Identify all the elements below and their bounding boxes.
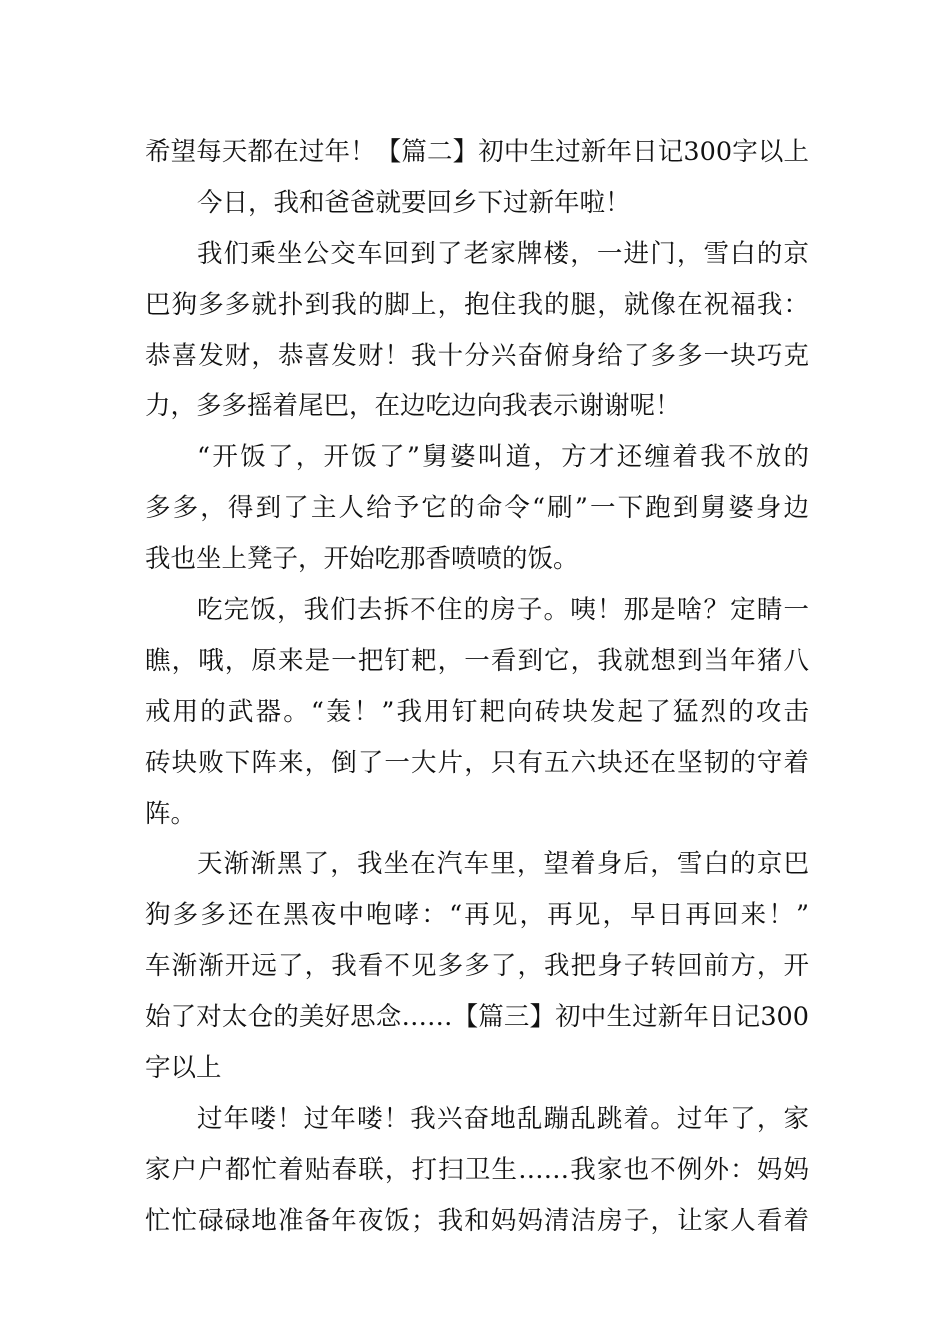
text-line: 始了对太仓的美好思念……【篇三】初中生过新年日记300: [145, 1002, 809, 1033]
text-line: 我们乘坐公交车回到了老家牌楼，一进门，雪白的京: [197, 238, 809, 269]
text-line: 阵。: [145, 798, 197, 829]
text-line: 过年喽！过年喽！我兴奋地乱蹦乱跳着。过年了，家: [197, 1103, 809, 1134]
text-line: 吃完饭，我们去拆不住的房子。咦！那是啥？定睛一: [197, 595, 809, 626]
text-line: 希望每天都在过年！【篇二】初中生过新年日记300字以上: [145, 137, 809, 167]
text-line: 我也坐上凳子，开始吃那香喷喷的饭。: [145, 544, 579, 575]
text-line: 车渐渐开远了，我看不见多多了，我把身子转回前方，开: [145, 951, 809, 982]
text-line: 瞧，哦，原来是一把钉耙，一看到它，我就想到当年猪八: [145, 645, 809, 676]
text-line: 狗多多还在黑夜中咆哮：“再见，再见，早日再回来！”: [145, 900, 809, 931]
text-line: 忙忙碌碌地准备年夜饭；我和妈妈清洁房子，让家人看着: [145, 1205, 809, 1236]
text-line: 今日，我和爸爸就要回乡下过新年啦！: [197, 187, 631, 218]
text-line: 字以上: [145, 1053, 222, 1084]
text-line: 家户户都忙着贴春联，打扫卫生……我家也不例外：妈妈: [145, 1154, 809, 1185]
document-body: [145, 127, 809, 1247]
text-line: “开饭了，开饭了”舅婆叫道，方才还缠着我不放的: [197, 442, 809, 473]
text-line: 天渐渐黑了，我坐在汽车里，望着身后，雪白的京巴: [197, 849, 809, 880]
text-line: 多多，得到了主人给予它的命令“刷”一下跑到舅婆身边: [145, 493, 809, 524]
text-line: 恭喜发财，恭喜发财！我十分兴奋俯身给了多多一块巧克: [145, 340, 809, 371]
text-line: 戒用的武器。“轰！”我用钉耙向砖块发起了猛烈的攻击: [145, 696, 809, 727]
text-line: 砖块败下阵来，倒了一大片，只有五六块还在坚韧的守着: [145, 747, 809, 778]
text-line: 力，多多摇着尾巴，在边吃边向我表示谢谢呢！: [145, 391, 681, 422]
text-line: 巴狗多多就扑到我的脚上，抱住我的腿，就像在祝福我：: [145, 289, 809, 320]
